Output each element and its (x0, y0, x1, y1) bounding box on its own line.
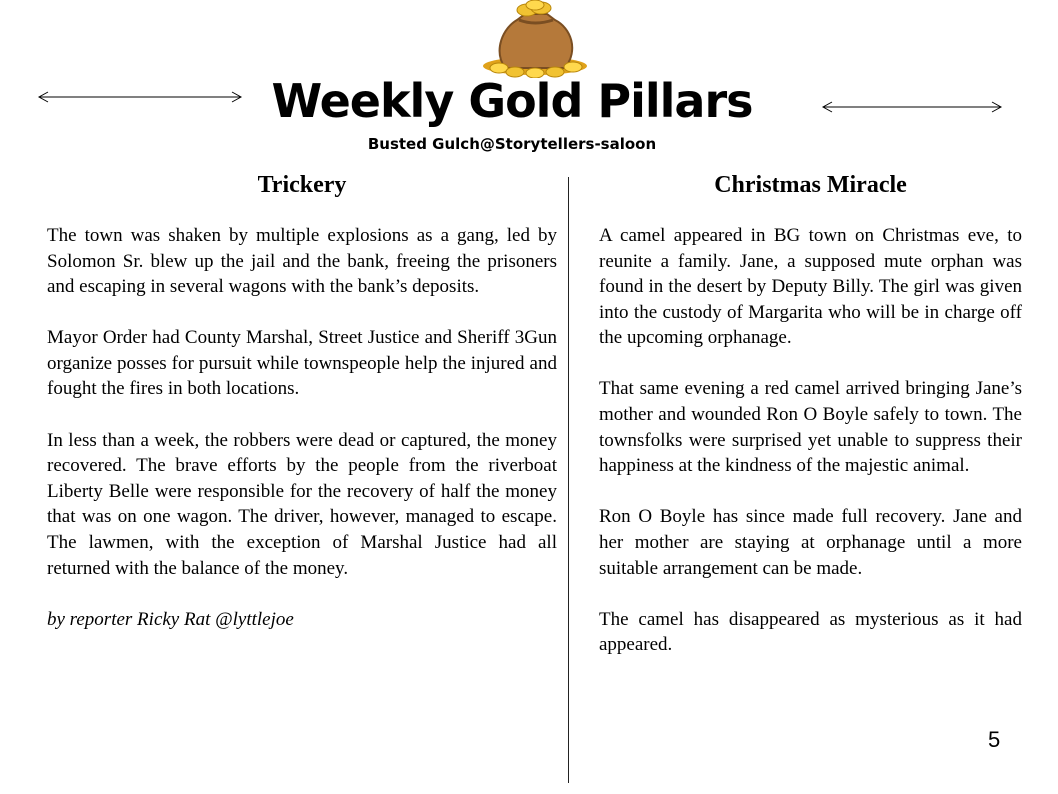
article-headline: Trickery (257, 172, 347, 198)
column-divider (568, 177, 569, 783)
article-paragraph: That same evening a red camel arrived bringing Jane’s mother and wounded Ron O Boyle safely to town. The townsfolks were surprised yet unable to suppress their happiness at the kindness of the majestic animal. (599, 378, 1022, 477)
article-headline: Christmas Miracle (714, 172, 907, 198)
article-paragraph: In less than a week, the robbers were dead or captured, the money recovered. The brave efforts by the people from the riverboat Liberty Belle were responsible for the recovery of half the money that was on one wagon. The driver, however, managed to escape. The lawmen, with the exception of Marshal Justice had all returned with the balance of the money. (47, 429, 557, 579)
page-number: 5 (988, 727, 1001, 752)
article-paragraph: A camel appeared in BG town on Christmas eve, to reunite a family. Jane, a supposed mute orphan was found in the desert by Deputy Billy. The girl was given into the custody of Margarita who will be in charge off the upcoming orphanage. (599, 225, 1022, 349)
article-paragraph: Mayor Order had County Marshal, Street Justice and Sheriff 3Gun organize posses for pursuit while townspeople help the injured and fought the fires in both locations. (47, 327, 557, 400)
newspaper-subtitle: Busted Gulch@Storytellers-saloon (367, 135, 657, 153)
article-paragraph: The camel has disappeared as mysterious as it had appeared. (599, 608, 1022, 656)
article-trickery (47, 170, 557, 658)
newspaper-title: Weekly Gold Pillars (271, 74, 753, 128)
article-byline: by reporter Ricky Rat @lyttlejoe (47, 608, 294, 630)
article-paragraph: The town was shaken by multiple explosions as a gang, led by Solomon Sr. blew up the jail and the bank, freeing the prisoners and escaping in several wagons with the bank’s deposits. (47, 225, 557, 298)
article-christmas-miracle (599, 170, 1022, 683)
article-paragraph: Ron O Boyle has since made full recovery. Jane and her mother are staying at orphanage until a more suitable arrangement can be made. (599, 506, 1022, 579)
